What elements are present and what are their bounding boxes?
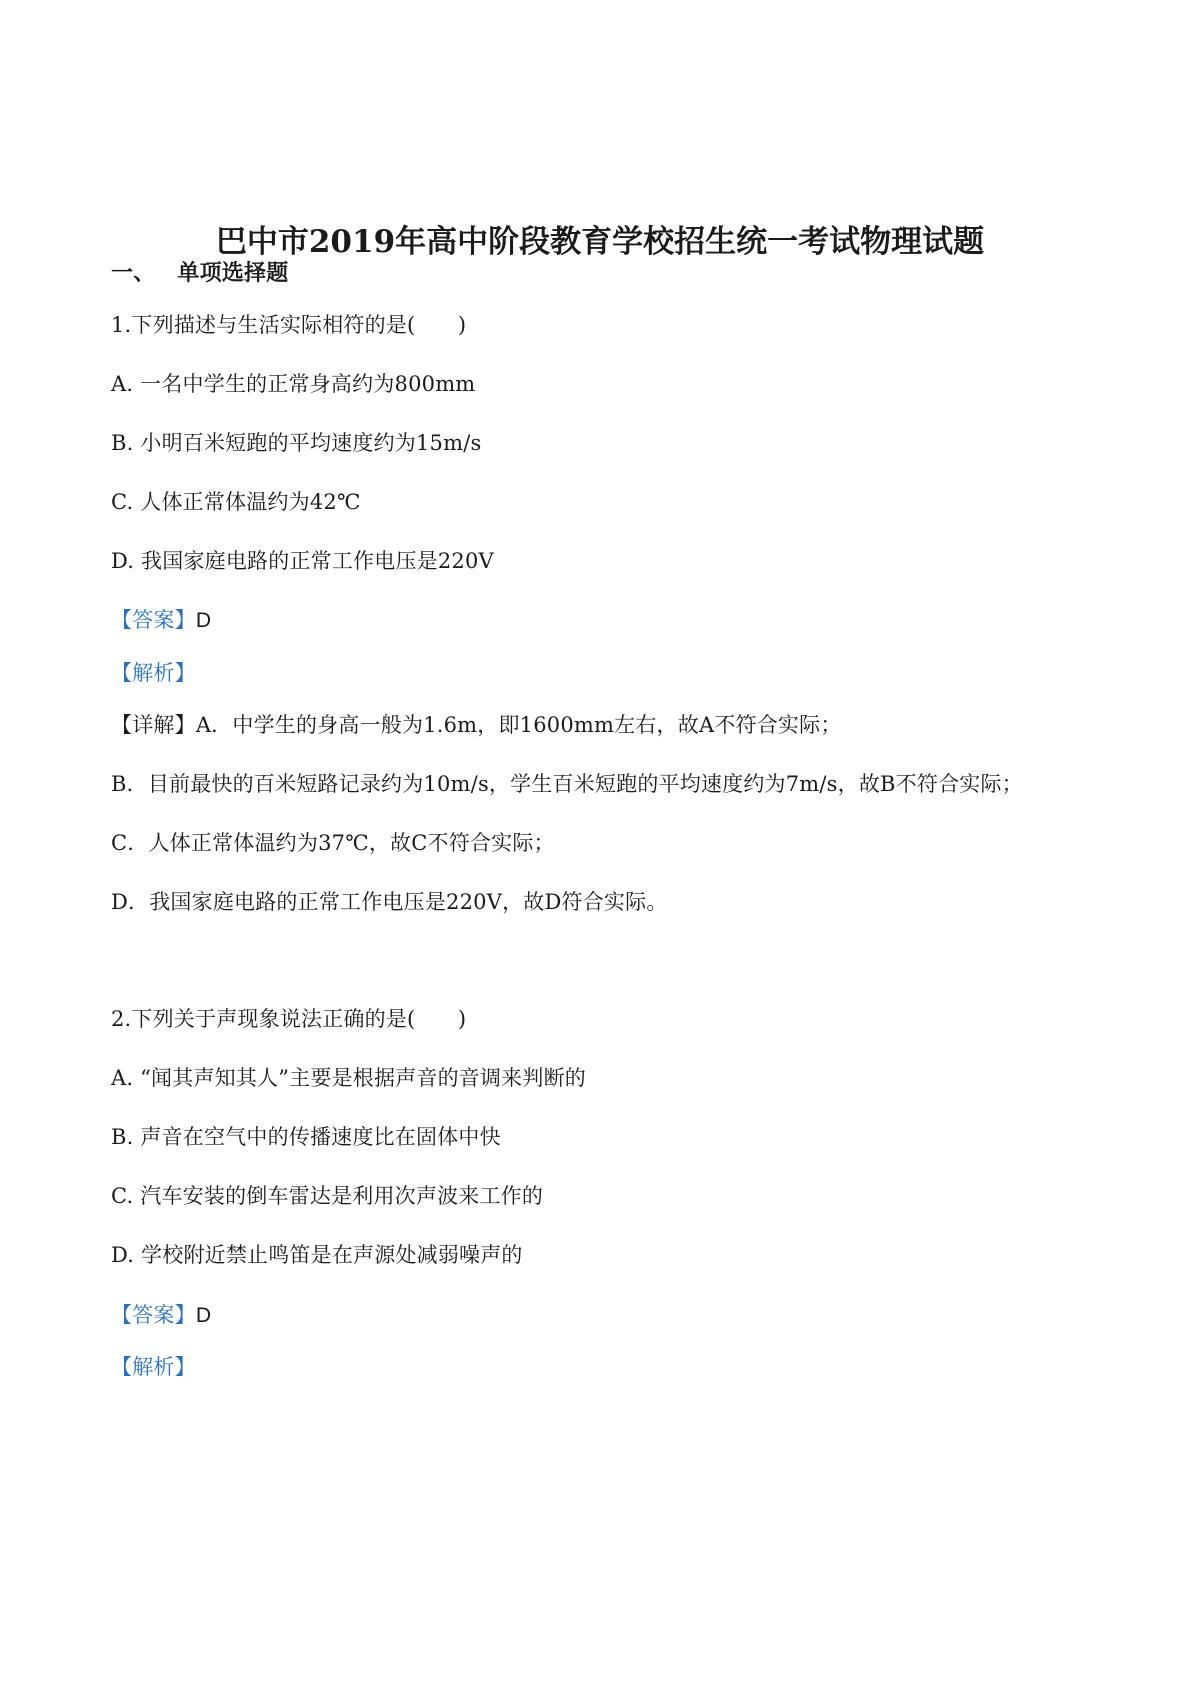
question-1-option-a: A. 一名中学生的正常身高约为800mm (111, 372, 476, 396)
page-title: 巴中市2019年高中阶段教育学校招生统一考试物理试题 (215, 224, 985, 260)
answer-tag: 【答案】 (111, 1303, 196, 1327)
question-1-detail-c: C．人体正常体温约为37℃，故C不符合实际； (111, 831, 555, 855)
detail-tag: 【详解】 (111, 713, 196, 737)
answer-tag: 【答案】 (111, 608, 196, 632)
section-label: 单项选择题 (177, 260, 289, 286)
question-2-option-d: D. 学校附近禁止鸣笛是在声源处减弱噪声的 (111, 1243, 523, 1267)
detail-text: A．中学生的身高一般为1.6m，即1600mm左右，故A不符合实际； (195, 713, 842, 737)
question-2-analysis-tag: 【解析】 (111, 1355, 196, 1379)
question-2-option-a: A. “闻其声知其人”主要是根据声音的音调来判断的 (111, 1066, 586, 1090)
question-1-detail-a (111, 710, 842, 740)
question-1-detail-d: D．我国家庭电路的正常工作电压是220V，故D符合实际。 (111, 890, 668, 914)
question-1-detail-b: B．目前最快的百米短路记录约为10m/s，学生百米短跑的平均速度约为7m/s，故B不符合实际； (111, 772, 1023, 796)
question-2-stem: 2.下列关于声现象说法正确的是( ) (111, 1007, 467, 1031)
question-1-option-b: B. 小明百米短跑的平均速度约为15m/s (111, 431, 482, 455)
section-heading (111, 258, 288, 288)
question-1-stem: 1.下列描述与生活实际相符的是( ) (111, 313, 467, 337)
question-1-analysis-tag: 【解析】 (111, 661, 196, 685)
question-1-answer (111, 605, 211, 636)
question-1-option-d: D. 我国家庭电路的正常工作电压是220V (111, 549, 494, 573)
question-1-option-c: C. 人体正常体温约为42℃ (111, 490, 361, 514)
section-number: 一、 (111, 260, 156, 286)
question-2-option-c: C. 汽车安装的倒车雷达是利用次声波来工作的 (111, 1184, 544, 1208)
question-2-answer (111, 1300, 211, 1331)
answer-value: D (195, 609, 212, 632)
answer-value: D (195, 1304, 212, 1327)
question-2-option-b: B. 声音在空气中的传播速度比在固体中快 (111, 1125, 501, 1149)
